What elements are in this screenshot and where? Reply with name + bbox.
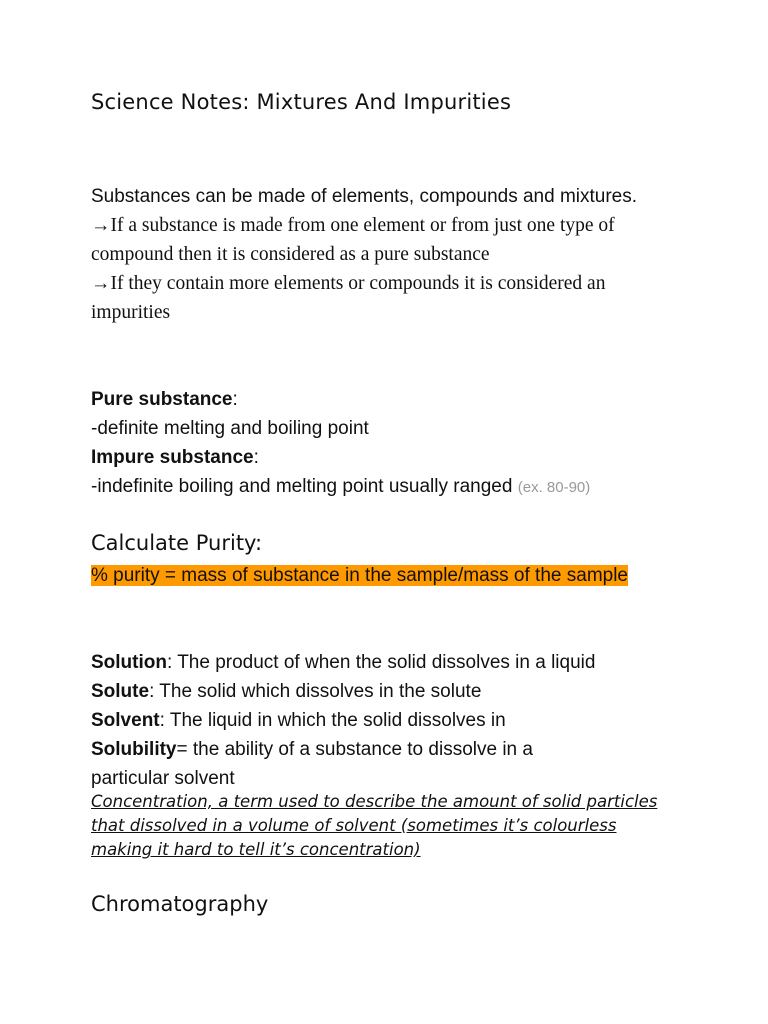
pure-substance-heading <box>91 385 681 414</box>
definition-term: Solution <box>91 652 167 673</box>
pure-substance-label: Pure substance <box>91 389 233 410</box>
impure-substance-heading <box>91 443 681 472</box>
impure-colon: : <box>253 447 259 468</box>
substance-section <box>91 385 681 502</box>
intro-section <box>91 182 681 327</box>
intro-line: Substances can be made of elements, compounds and mixtures. <box>91 186 638 207</box>
impurities-note: →If they contain more elements or compounds it is considered an impurities <box>91 273 606 323</box>
impure-desc-text: -indefinite boiling and melting point usually ranged <box>91 476 518 497</box>
purity-formula-highlight: % purity = mass of substance in the sample/mass of the sample <box>91 565 629 586</box>
definition-solubility <box>91 735 611 793</box>
purity-formula <box>91 561 651 590</box>
definition-text: = the ability of a substance to dissolve in a particular solvent <box>91 739 533 789</box>
definition-solute <box>91 677 681 706</box>
definition-term: Solubility <box>91 739 177 760</box>
definitions-section <box>91 648 681 793</box>
definition-solvent <box>91 706 681 735</box>
impure-substance-desc <box>91 472 681 502</box>
page-title: Science Notes: Mixtures And Impurities <box>91 90 512 114</box>
definition-term: Solvent <box>91 710 160 731</box>
calculate-purity-heading: Calculate Purity: <box>91 531 263 555</box>
definition-text: : The product of when the solid dissolves in a liquid <box>166 652 596 673</box>
pure-substance-desc: -definite melting and boiling point <box>91 418 369 439</box>
concentration-note: Concentration, a term used to describe the amount of solid particles that dissolved in a volume of solvent (sometimes it’s colourless making it hard to tell it’s concentration) <box>91 792 658 859</box>
pure-substance-note: →If a substance is made from one element or from just one type of compound then it is considered as a pure substance <box>91 215 615 265</box>
definition-text: : The solid which dissolves in the solute <box>149 681 482 702</box>
definition-text: : The liquid in which the solid dissolves in <box>159 710 506 731</box>
pure-colon: : <box>232 389 238 410</box>
impure-example: (ex. 80-90) <box>517 479 591 496</box>
definition-term: Solute <box>91 681 150 702</box>
definition-solution <box>91 648 681 677</box>
impure-substance-label: Impure substance <box>91 447 254 468</box>
chromatography-heading: Chromatography <box>91 892 269 916</box>
